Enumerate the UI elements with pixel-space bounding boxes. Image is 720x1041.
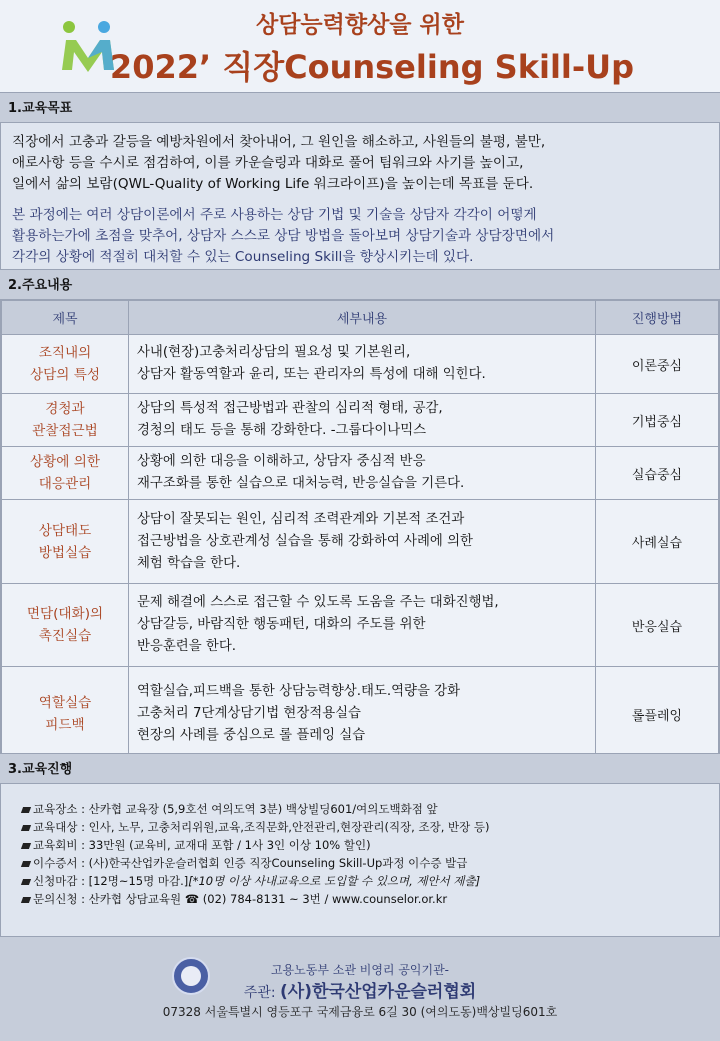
detail-cell — [129, 584, 596, 667]
method-cell: 이론중심 — [596, 335, 719, 394]
detail-line: 상담자 활동역할과 윤리, 또는 관리자의 특성에 대해 익힌다. — [137, 367, 486, 382]
bullet-icon — [21, 897, 31, 903]
bullet-icon — [21, 879, 31, 885]
detail-line: 상황에 의한 대응을 이해하고, 상담자 중심적 반응 — [137, 454, 426, 469]
column-header: 진행방법 — [596, 301, 719, 335]
info-item — [22, 854, 490, 872]
info-text: 이수증서 : (사)한국산업카운슬러협회 인증 직장Counseling Skill-Up과정 이수증 발급 — [33, 856, 468, 870]
detail-line: 고충처리 7단계상담기법 현장적용실습 — [137, 706, 361, 721]
bullet-icon — [21, 861, 31, 867]
topic-line: 촉진실습 — [38, 628, 92, 644]
section3-heading: 3.교육진행 — [0, 753, 720, 784]
detail-line: 문제 해결에 스스로 접근할 수 있도록 도움을 주는 대화진행법, — [137, 595, 499, 610]
detail-line: 상담갈등, 바람직한 행동패턴, 대화의 주도를 위한 — [137, 617, 426, 632]
course-line: 본 과정에는 여러 상담이론에서 주로 사용하는 상담 기법 및 기술을 상담자 각각이 어떻게 — [12, 207, 537, 223]
info-item — [22, 836, 490, 854]
detail-cell — [129, 667, 596, 762]
info-list — [22, 800, 490, 908]
table-row — [2, 335, 719, 394]
method-cell: 사례실습 — [596, 500, 719, 584]
info-item — [22, 872, 490, 890]
topic-cell — [2, 335, 129, 394]
detail-cell — [129, 335, 596, 394]
objective-line: 직장에서 고충과 갈등을 예방차원에서 찾아내어, 그 원인을 해소하고, 사원들의 불평, 불만, — [12, 134, 546, 150]
header — [0, 0, 720, 92]
detail-line: 사내(현장)고충처리상담의 필요성 및 기본원리, — [137, 345, 411, 360]
bullet-icon — [21, 807, 31, 813]
topic-line: 피드백 — [45, 717, 85, 733]
method-cell: 반응실습 — [596, 584, 719, 667]
content-table — [1, 300, 719, 762]
topic-line: 상담의 특성 — [30, 367, 100, 383]
topic-cell — [2, 584, 129, 667]
course-line: 각각의 상황에 적절히 대처할 수 있는 Counseling Skill을 향상시키는데 있다. — [12, 249, 474, 265]
detail-line: 경청의 태도 등을 통해 강화한다. -그룹다이나믹스 — [137, 423, 427, 438]
detail-line: 역할실습,피드백을 통한 상담능력향상.태도.역량을 강화 — [137, 684, 461, 699]
method-cell: 기법중심 — [596, 394, 719, 447]
column-header: 세부내용 — [129, 301, 596, 335]
table-row — [2, 584, 719, 667]
footer — [0, 936, 720, 1041]
topic-line: 역할실습 — [38, 695, 92, 711]
info-item — [22, 890, 490, 908]
title-line2: 2022’ 직장Counseling Skill-Up — [109, 48, 635, 86]
topic-line: 조직내의 — [38, 345, 92, 361]
table-row — [2, 667, 719, 762]
footer-organizer — [0, 977, 720, 1002]
detail-line: 재구조화를 통한 실습으로 대처능력, 반응실습을 기른다. — [137, 476, 465, 491]
section2-heading: 2.주요내용 — [0, 269, 720, 300]
section1-heading: 1.교육목표 — [0, 92, 720, 123]
course-paragraph — [12, 205, 712, 268]
topic-cell — [2, 447, 129, 500]
table-row — [2, 500, 719, 584]
topic-line: 면담(대화)의 — [26, 606, 104, 622]
objective-paragraph — [12, 132, 712, 195]
footer-address: 07328 서울특별시 영등포구 국제금융로 6길 30 (여의도동)백상빌딩601호 — [162, 1005, 558, 1019]
bullet-icon — [21, 825, 31, 831]
info-text: 교육대상 : 인사, 노무, 고충처리위원,교육,조직문화,안전관리,현장관리(직장, 조장, 반장 등) — [33, 820, 490, 834]
title-line1: 상담능력향상을 위한 — [256, 12, 464, 38]
topic-cell — [2, 394, 129, 447]
info-text: 신청마감 : [12명~15명 마감.] — [33, 874, 189, 888]
detail-cell — [129, 500, 596, 584]
objective-line: 일에서 삶의 보람(QWL-Quality of Working Life 워크라이프)을 높이는데 목표를 둔다. — [12, 176, 534, 192]
column-header: 제목 — [2, 301, 129, 335]
topic-line: 방법실습 — [38, 544, 92, 561]
objective-line: 애로사항 등을 수시로 점검하여, 이를 카운슬링과 대화로 풀어 팀워크와 사기를 높이고, — [12, 155, 524, 171]
detail-line: 체험 학습을 한다. — [137, 555, 241, 571]
info-text: 교육장소 : 산카협 교육장 (5,9호선 여의도역 3분) 백상빌딩601/여의도백화점 앞 — [33, 802, 438, 816]
detail-line: 상담이 잘못되는 원인, 심리적 조력관계와 기본적 조건과 — [137, 511, 465, 527]
detail-line: 상담의 특성적 접근방법과 관찰의 심리적 형태, 공감, — [137, 401, 443, 416]
footer-lead: 주관: — [243, 985, 281, 1001]
detail-line: 현장의 사례를 중심으로 롤 플레잉 실습 — [137, 728, 366, 743]
info-item — [22, 800, 490, 818]
topic-line: 관찰접근법 — [32, 423, 98, 439]
footer-line1: 고용노동부 소관 비영리 공익기관- — [270, 963, 450, 977]
detail-cell — [129, 447, 596, 500]
table-row — [2, 447, 719, 500]
detail-line: 반응훈련을 한다. — [137, 639, 237, 654]
method-cell: 롤플레잉 — [596, 667, 719, 762]
detail-line: 접근방법을 상호관계성 실습을 통해 강화하여 사례에 의한 — [137, 533, 473, 549]
topic-line: 대응관리 — [38, 476, 92, 492]
info-text: 교육회비 : 33만원 (교육비, 교재대 포함 / 1사 3인 이상 10% 할인) — [33, 838, 371, 852]
bullet-icon — [21, 843, 31, 849]
table-header-row — [2, 301, 719, 335]
course-line: 활용하는가에 초점을 맞추어, 상담자 스스로 상담 방법을 돌아보며 상담기술과 상담장면에서 — [12, 228, 555, 244]
table-row — [2, 394, 719, 447]
info-note: [*10명 이상 사내교육으로 도입할 수 있으며, 제안서 제출] — [188, 874, 481, 888]
detail-cell — [129, 394, 596, 447]
topic-cell — [2, 500, 129, 584]
topic-line: 상황에 의한 — [30, 454, 100, 470]
topic-cell — [2, 667, 129, 762]
method-cell: 실습중심 — [596, 447, 719, 500]
info-text: 문의신청 : 산카협 상담교육원 ☎ (02) 784-8131 ~ 3번 / www.counselor.or.kr — [33, 892, 448, 906]
topic-line: 상담태도 — [38, 522, 92, 539]
footer-org: (사)한국산업카운슬러협회 — [280, 982, 477, 1002]
info-item — [22, 818, 490, 836]
topic-line: 경청과 — [45, 401, 85, 417]
